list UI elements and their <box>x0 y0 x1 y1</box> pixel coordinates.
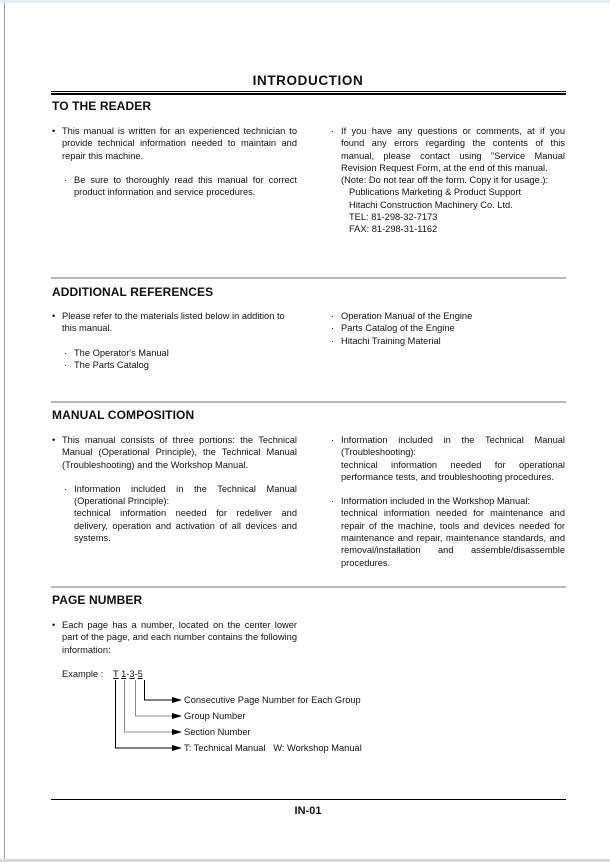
legend-page: Consecutive Page Number for Each Group <box>184 695 361 705</box>
section-heading-page-number: PAGE NUMBER <box>52 593 143 607</box>
arrow-icon <box>172 713 182 719</box>
code-part-section: 1 <box>121 669 127 679</box>
list-item: · Hitachi Training Material <box>331 335 441 346</box>
section-heading-additional-references: ADDITIONAL REFERENCES <box>52 285 214 299</box>
list-item: · Parts Catalog of the Engine <box>331 323 455 334</box>
code-part-page: 5 <box>137 669 143 679</box>
manual-composition-left-column <box>52 434 297 544</box>
example-label: Example : <box>62 669 104 679</box>
section-heading-to-the-reader: TO THE READER <box>52 99 152 113</box>
footer-rule <box>51 799 566 800</box>
list-item: · Information included in the Workshop Manual: technical information needed for maintenance and repair of the machine, tools and devices needed for maintenance and repair, maintenance standards, and removal/installation and assemble/disassemble procedures. <box>331 496 565 568</box>
arrow-icon <box>172 745 182 751</box>
dot-icon: · <box>331 496 335 507</box>
section-divider <box>51 401 566 403</box>
sub-list-item: · Be sure to thoroughly read this manual for correct product information and service procedures. <box>64 174 297 198</box>
contact-block: Publications Marketing & Product Support Hitachi Construction Machinery Co. Ltd. TEL: 81-298-32-7173 FAX: 81-298-31-1162 <box>349 187 522 235</box>
dot-icon: · <box>64 483 68 494</box>
dot-icon: · <box>64 347 68 358</box>
code-part-group: 3 <box>129 669 135 679</box>
section-heading-manual-composition: MANUAL COMPOSITION <box>52 408 195 422</box>
list-item: • Each page has a number, located on the center lower part of the page, and each number contains the following information: <box>52 620 297 655</box>
sub-list-item: · The Operator's Manual <box>64 347 169 358</box>
dot-icon: · <box>64 174 68 185</box>
sub-list-item: · The Parts Catalog <box>64 359 149 370</box>
dot-icon: · <box>331 323 335 334</box>
note-text: (Note: Do not tear off the form. Copy it for usage.): <box>341 175 549 186</box>
list-item: • This manual is written for an experienced technician to provide technical information needed to maintain and repair this machine. <box>52 126 297 161</box>
list-item: · If you have any questions or comments, at if you found any errors regarding the contents of this manual, please contact using "Service Manual Revision Request Form, at the end of this manual. (Note: Do not tear off the form. Copy it for usage.): Publications Marketing & Product Support Hitachi Construction Machinery Co. Ltd. TEL: 81-298-32-7173 FAX: 81-298-31-1162 <box>331 126 565 235</box>
additional-references-left-column <box>52 310 297 371</box>
bullet-icon: • <box>52 126 56 136</box>
page-left-edge <box>4 3 5 860</box>
list-item: · Operation Manual of the Engine <box>331 311 473 321</box>
manual-composition-right-column <box>331 434 565 569</box>
connector-section <box>125 680 175 732</box>
dot-icon: · <box>331 311 335 321</box>
bullet-icon: • <box>52 435 56 445</box>
page-title: INTRODUCTION <box>252 73 364 88</box>
connector-group <box>136 680 175 716</box>
page-number: IN-01 <box>294 805 322 817</box>
viewer-top-bar <box>0 0 610 3</box>
connector-page <box>145 680 175 700</box>
arrow-icon <box>172 697 182 703</box>
list-item: • This manual consists of three portions: the Technical Manual (Operational Principle), the Technical Manual (Troubleshooting) and the Workshop Manual. <box>52 435 297 470</box>
to-the-reader-left-column <box>52 125 297 198</box>
list-item: · Information included in the Technical Manual (Troubleshooting): technical information needed for operational performance tests, and troubleshooting procedures. <box>331 435 565 482</box>
example-page-code: T 1-3-5 <box>113 669 143 679</box>
legend-manual: T: Technical Manual W: Workshop Manual <box>184 743 362 753</box>
dot-icon: · <box>331 126 335 136</box>
sub-list-item: · Information included in the Technical Manual (Operational Principle): technical information needed for redeliver and delivery, operation and activation of all devices and systems. <box>64 483 297 544</box>
code-part-manual: T <box>113 669 119 679</box>
dot-icon: · <box>331 335 335 346</box>
arrow-icon <box>172 729 182 735</box>
legend-group: Group Number <box>184 711 246 721</box>
list-item: • Please refer to the materials listed below in addition to this manual. <box>52 311 285 334</box>
legend-section: Section Number <box>184 727 251 737</box>
bullet-icon: • <box>52 620 56 630</box>
additional-references-right-column <box>331 310 565 347</box>
page-number-column <box>52 619 297 656</box>
bullet-icon: • <box>52 311 56 321</box>
to-the-reader-right-column <box>331 125 565 236</box>
page-number-diagram <box>100 678 190 758</box>
dot-icon: · <box>331 435 335 445</box>
dot-icon: · <box>64 359 68 370</box>
section-divider <box>51 586 566 588</box>
title-double-rule <box>51 91 566 95</box>
section-divider <box>51 277 566 279</box>
